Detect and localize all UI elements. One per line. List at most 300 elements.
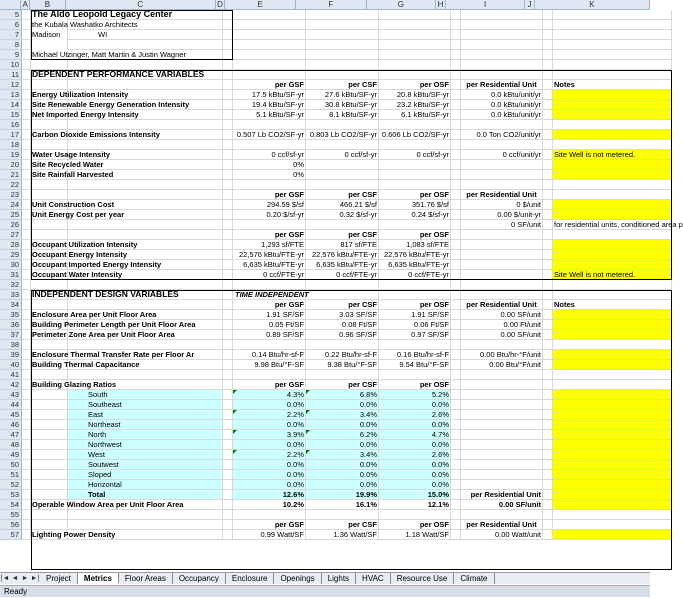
cell-i5[interactable] [461, 10, 543, 20]
cell-f30[interactable]: 6,635 kBtu/FTE-yr [306, 260, 379, 270]
cell-k34[interactable]: Notes [553, 300, 672, 310]
column-header-a[interactable]: A [21, 0, 30, 10]
cell-k46[interactable] [553, 420, 672, 430]
cell-i30[interactable] [461, 260, 543, 270]
cell-i49[interactable] [461, 450, 543, 460]
cell-b19[interactable]: Water Usage Intensity [32, 150, 111, 159]
cell-e31[interactable]: 0 ccf/FTE-yr [233, 270, 306, 280]
cell-j57[interactable] [543, 530, 553, 540]
row-header[interactable]: 21 [0, 170, 22, 180]
cell-e36[interactable]: 0.05 Ft/SF [233, 320, 306, 330]
cell-d49[interactable] [223, 450, 233, 460]
cell-j42[interactable] [543, 380, 553, 390]
cell-i28[interactable] [461, 240, 543, 250]
cell-h38[interactable] [451, 340, 461, 350]
column-header-k[interactable]: K [535, 0, 650, 10]
cell-f12[interactable]: per CSF [306, 80, 379, 90]
cell-e57[interactable]: 0.99 Watt/SF [233, 530, 306, 540]
cell-f19[interactable]: 0 ccf/sf-yr [306, 150, 379, 160]
cell-f41[interactable] [306, 370, 379, 380]
cell-k17[interactable] [553, 130, 672, 140]
row-header[interactable]: 33 [0, 290, 22, 300]
cell-c27[interactable] [68, 230, 223, 240]
cell-g38[interactable] [379, 340, 451, 350]
cell-d29[interactable] [223, 250, 233, 260]
cell-a32[interactable] [22, 280, 31, 290]
cell-e46[interactable]: 0.0% [233, 420, 306, 430]
cell-i11[interactable] [461, 70, 543, 80]
cell-k19[interactable]: Site Well is not metered. [553, 150, 672, 160]
cell-j29[interactable] [543, 250, 553, 260]
row-header[interactable]: 8 [0, 40, 22, 50]
cell-e47[interactable]: 3.9% [233, 430, 306, 440]
cell-d47[interactable] [223, 430, 233, 440]
sheet-tab-floor-areas[interactable]: Floor Areas [119, 573, 173, 584]
cell-b9[interactable]: Michael Utzinger, Matt Martin & Justin Wagner [32, 50, 186, 59]
cell-j15[interactable] [543, 110, 553, 120]
cell-i27[interactable] [461, 230, 543, 240]
cell-b37[interactable]: Perimeter Zone Area per Unit Floor Area [32, 330, 175, 339]
cell-h30[interactable] [451, 260, 461, 270]
cell-h20[interactable] [451, 160, 461, 170]
cell-a39[interactable] [22, 350, 31, 360]
cell-j53[interactable] [543, 490, 553, 500]
cell-k45[interactable] [553, 410, 672, 420]
cell-j48[interactable] [543, 440, 553, 450]
cell-c44[interactable]: Southeast [68, 400, 223, 410]
cell-d25[interactable] [223, 210, 233, 220]
cell-g31[interactable]: 0 ccf/FTE-yr [379, 270, 451, 280]
cell-a35[interactable] [22, 310, 31, 320]
column-header-f[interactable]: F [296, 0, 367, 10]
cell-i35[interactable]: 0.00 SF/unit [461, 310, 543, 320]
cell-g51[interactable]: 0.0% [379, 470, 451, 480]
cell-f57[interactable]: 1.36 Watt/SF [306, 530, 379, 540]
cell-e29[interactable]: 22,576 kBtu/FTE-yr [233, 250, 306, 260]
cell-g18[interactable] [379, 140, 451, 150]
cell-g29[interactable]: 22,576 kBtu/FTE-yr [379, 250, 451, 260]
cell-e13[interactable]: 17.5 kBtu/SF-yr [233, 90, 306, 100]
cell-f20[interactable] [306, 160, 379, 170]
cell-b13[interactable]: Energy Utilization Intensity [32, 90, 129, 99]
cell-f42[interactable]: per CSF [306, 380, 379, 390]
cell-k23[interactable] [553, 190, 672, 200]
sheet-tab-resource-use[interactable]: Resource Use [391, 573, 455, 584]
cell-d27[interactable] [223, 230, 233, 240]
cell-j19[interactable] [543, 150, 553, 160]
cell-a13[interactable] [22, 90, 31, 100]
cell-g15[interactable]: 6.1 kBtu/SF-yr [379, 110, 451, 120]
cell-b34[interactable] [31, 300, 68, 310]
cell-g32[interactable] [379, 280, 451, 290]
cell-g48[interactable]: 0.0% [379, 440, 451, 450]
cell-b40[interactable]: Building Thermal Capacitance [32, 360, 140, 369]
cell-h13[interactable] [451, 90, 461, 100]
cell-a6[interactable] [22, 20, 31, 30]
cell-i36[interactable]: 0.00 Ft/unit [461, 320, 543, 330]
cell-j18[interactable] [543, 140, 553, 150]
cell-b57[interactable]: Lighting Power Density [32, 530, 116, 539]
cell-b29[interactable]: Occupant Energy Intensity [32, 250, 128, 259]
cell-a50[interactable] [22, 460, 31, 470]
cell-e24[interactable]: 294.59 $/sf [233, 200, 306, 210]
row-header[interactable]: 41 [0, 370, 22, 380]
cell-g43[interactable]: 5.2% [379, 390, 451, 400]
cell-h55[interactable] [451, 510, 461, 520]
cell-b42[interactable]: Building Glazing Ratios [32, 380, 117, 389]
cell-f50[interactable]: 0.0% [306, 460, 379, 470]
cell-k28[interactable] [553, 240, 672, 250]
cell-e35[interactable]: 1.91 SF/SF [233, 310, 306, 320]
cell-h12[interactable] [451, 80, 461, 90]
cell-f6[interactable] [306, 20, 379, 30]
cell-j35[interactable] [543, 310, 553, 320]
sheet-tab-occupancy[interactable]: Occupancy [173, 573, 226, 584]
cell-h8[interactable] [451, 40, 461, 50]
row-header[interactable]: 43 [0, 390, 22, 400]
cell-a40[interactable] [22, 360, 31, 370]
cell-h25[interactable] [451, 210, 461, 220]
cell-a18[interactable] [22, 140, 31, 150]
cell-c50[interactable]: Soutwest [68, 460, 223, 470]
cell-e23[interactable]: per GSF [233, 190, 306, 200]
cell-e5[interactable] [233, 10, 306, 20]
cell-b17[interactable]: Carbon Dioxide Emissions Intensity [32, 130, 160, 139]
cell-e25[interactable]: 0.20 $/sf-yr [233, 210, 306, 220]
row-header[interactable]: 40 [0, 360, 22, 370]
cell-g41[interactable] [379, 370, 451, 380]
cell-b6[interactable]: the Kubala Washatko Architects [32, 20, 138, 29]
cell-e12[interactable]: per GSF [233, 80, 306, 90]
cell-j11[interactable] [543, 70, 553, 80]
cell-a28[interactable] [22, 240, 31, 250]
cell-b27[interactable] [31, 230, 68, 240]
cell-g17[interactable]: 0.606 Lb CO2/SF-yr [379, 130, 451, 140]
cell-b23[interactable] [31, 190, 68, 200]
cell-a11[interactable] [22, 70, 31, 80]
cell-b51[interactable] [31, 470, 68, 480]
cell-d22[interactable] [223, 180, 233, 190]
cell-e50[interactable]: 0.0% [233, 460, 306, 470]
cell-b46[interactable] [31, 420, 68, 430]
cell-b35[interactable]: Enclosure Area per Unit Floor Area [32, 310, 157, 319]
cell-e49[interactable]: 2.2% [233, 450, 306, 460]
cell-g24[interactable]: 351.76 $/sf [379, 200, 451, 210]
cell-b21[interactable]: Site Rainfall Harvested [32, 170, 114, 179]
row-header[interactable]: 39 [0, 350, 22, 360]
cell-g57[interactable]: 1.18 Watt/SF [379, 530, 451, 540]
cell-i18[interactable] [461, 140, 543, 150]
cell-d19[interactable] [223, 150, 233, 160]
cell-i26[interactable]: 0 SF/unit [461, 220, 543, 230]
cell-d55[interactable] [223, 510, 233, 520]
cell-i40[interactable]: 0.00 Btu/°F/unit [461, 360, 543, 370]
cell-d43[interactable] [223, 390, 233, 400]
cell-f43[interactable]: 6.8% [306, 390, 379, 400]
cell-i55[interactable] [461, 510, 543, 520]
cell-j13[interactable] [543, 90, 553, 100]
cell-h47[interactable] [451, 430, 461, 440]
row-header[interactable]: 55 [0, 510, 22, 520]
cell-f35[interactable]: 3.03 SF/SF [306, 310, 379, 320]
row-header[interactable]: 13 [0, 90, 22, 100]
cell-a46[interactable] [22, 420, 31, 430]
cell-e38[interactable] [233, 340, 306, 350]
cell-f26[interactable] [306, 220, 379, 230]
cell-j34[interactable] [543, 300, 553, 310]
row-header[interactable]: 20 [0, 160, 22, 170]
cell-e55[interactable] [233, 510, 306, 520]
cell-h57[interactable] [451, 530, 461, 540]
cell-i50[interactable] [461, 460, 543, 470]
cell-d15[interactable] [223, 110, 233, 120]
last-sheet-button[interactable]: ►| [30, 575, 40, 582]
cell-k54[interactable] [553, 500, 672, 510]
cell-e56[interactable]: per GSF [233, 520, 306, 530]
cell-j54[interactable] [543, 500, 553, 510]
cell-a51[interactable] [22, 470, 31, 480]
cell-g49[interactable]: 2.6% [379, 450, 451, 460]
cell-e43[interactable]: 4.3% [233, 390, 306, 400]
cell-e54[interactable]: 10.2% [233, 500, 306, 510]
cell-d14[interactable] [223, 100, 233, 110]
cell-c43[interactable]: South [68, 390, 223, 400]
cell-h28[interactable] [451, 240, 461, 250]
cell-e48[interactable]: 0.0% [233, 440, 306, 450]
cell-f31[interactable]: 0 ccf/FTE-yr [306, 270, 379, 280]
cell-i45[interactable] [461, 410, 543, 420]
cell-f10[interactable] [306, 60, 379, 70]
cell-k51[interactable] [553, 470, 672, 480]
cell-f5[interactable] [306, 10, 379, 20]
cell-e40[interactable]: 9.98 Btu/°F-SF [233, 360, 306, 370]
row-header[interactable]: 17 [0, 130, 22, 140]
cell-b49[interactable] [31, 450, 68, 460]
cell-a26[interactable] [22, 220, 31, 230]
cell-a29[interactable] [22, 250, 31, 260]
cell-f21[interactable] [306, 170, 379, 180]
cell-c41[interactable] [68, 370, 223, 380]
cell-f45[interactable]: 3.4% [306, 410, 379, 420]
cell-f23[interactable]: per CSF [306, 190, 379, 200]
cell-h49[interactable] [451, 450, 461, 460]
column-header-j[interactable]: J [525, 0, 535, 10]
cell-b43[interactable] [31, 390, 68, 400]
cell-e11[interactable] [233, 70, 306, 80]
cell-f18[interactable] [306, 140, 379, 150]
cell-e32[interactable] [233, 280, 306, 290]
cell-g47[interactable]: 4.7% [379, 430, 451, 440]
cell-f47[interactable]: 6.2% [306, 430, 379, 440]
cell-i57[interactable]: 0.00 Watt/unit [461, 530, 543, 540]
cell-b36[interactable]: Building Perimeter Length per Unit Floor Area [32, 320, 196, 329]
cell-j14[interactable] [543, 100, 553, 110]
cell-a42[interactable] [22, 380, 31, 390]
row-header[interactable]: 28 [0, 240, 22, 250]
cell-d50[interactable] [223, 460, 233, 470]
cell-i48[interactable] [461, 440, 543, 450]
cell-f27[interactable]: per CSF [306, 230, 379, 240]
cell-a54[interactable] [22, 500, 31, 510]
cell-g28[interactable]: 1,083 sf/FTE [379, 240, 451, 250]
cell-k6[interactable] [553, 20, 672, 30]
cell-i22[interactable] [461, 180, 543, 190]
cell-d21[interactable] [223, 170, 233, 180]
cell-j24[interactable] [543, 200, 553, 210]
cell-b18[interactable] [31, 140, 68, 150]
cell-b41[interactable] [31, 370, 68, 380]
row-header[interactable]: 51 [0, 470, 22, 480]
cell-e9[interactable] [233, 50, 306, 60]
cell-h43[interactable] [451, 390, 461, 400]
cell-c26[interactable] [68, 220, 223, 230]
cell-k25[interactable] [553, 210, 672, 220]
cell-f15[interactable]: 8.1 kBtu/SF-yr [306, 110, 379, 120]
cell-a20[interactable] [22, 160, 31, 170]
cell-i23[interactable]: per Residential Unit [461, 190, 543, 200]
cell-f40[interactable]: 9.38 Btu/°F-SF [306, 360, 379, 370]
cell-e52[interactable]: 0.0% [233, 480, 306, 490]
cell-c16[interactable] [68, 120, 223, 130]
cell-c49[interactable]: West [68, 450, 223, 460]
cell-h48[interactable] [451, 440, 461, 450]
cell-g34[interactable]: per OSF [379, 300, 451, 310]
cell-a57[interactable] [22, 530, 31, 540]
cell-f14[interactable]: 30.8 kBtu/SF-yr [306, 100, 379, 110]
cell-g20[interactable] [379, 160, 451, 170]
cell-e34[interactable]: per GSF [233, 300, 306, 310]
cell-j55[interactable] [543, 510, 553, 520]
cell-h27[interactable] [451, 230, 461, 240]
cell-f8[interactable] [306, 40, 379, 50]
cell-d42[interactable] [223, 380, 233, 390]
cell-a22[interactable] [22, 180, 31, 190]
sheet-tab-climate[interactable]: Climate [454, 573, 494, 584]
cell-f7[interactable] [306, 30, 379, 40]
cell-i21[interactable] [461, 170, 543, 180]
cell-f48[interactable]: 0.0% [306, 440, 379, 450]
cell-g42[interactable]: per OSF [379, 380, 451, 390]
cell-g54[interactable]: 12.1% [379, 500, 451, 510]
cell-j9[interactable] [543, 50, 553, 60]
cell-c46[interactable]: Northeast [68, 420, 223, 430]
row-header[interactable]: 9 [0, 50, 22, 60]
cell-h56[interactable] [451, 520, 461, 530]
cell-i43[interactable] [461, 390, 543, 400]
row-header[interactable]: 15 [0, 110, 22, 120]
cell-g37[interactable]: 0.97 SF/SF [379, 330, 451, 340]
cell-k39[interactable] [553, 350, 672, 360]
cell-g44[interactable]: 0.0% [379, 400, 451, 410]
cell-k35[interactable] [553, 310, 672, 320]
sheet-tab-openings[interactable]: Openings [274, 573, 321, 584]
cell-a55[interactable] [22, 510, 31, 520]
cell-g7[interactable] [379, 30, 451, 40]
row-header[interactable]: 42 [0, 380, 22, 390]
cell-f34[interactable]: per CSF [306, 300, 379, 310]
cell-d57[interactable] [223, 530, 233, 540]
row-header[interactable]: 14 [0, 100, 22, 110]
cell-k21[interactable] [553, 170, 672, 180]
cell-e6[interactable] [233, 20, 306, 30]
cell-d37[interactable] [223, 330, 233, 340]
cell-f36[interactable]: 0.08 Ft/SF [306, 320, 379, 330]
cell-h33[interactable] [451, 290, 461, 300]
cell-b14[interactable]: Site Renewable Energy Generation Intensity [32, 100, 190, 109]
row-header[interactable]: 11 [0, 70, 22, 80]
cell-b8[interactable] [31, 40, 68, 50]
cell-e21[interactable]: 0% [233, 170, 306, 180]
cell-d24[interactable] [223, 200, 233, 210]
cell-e27[interactable]: per GSF [233, 230, 306, 240]
cell-h52[interactable] [451, 480, 461, 490]
cell-f17[interactable]: 0.803 Lb CO2/SF-yr [306, 130, 379, 140]
row-header[interactable]: 31 [0, 270, 22, 280]
cell-i12[interactable]: per Residential Unit [461, 80, 543, 90]
cell-f32[interactable] [306, 280, 379, 290]
cell-h40[interactable] [451, 360, 461, 370]
cell-a25[interactable] [22, 210, 31, 220]
cell-a49[interactable] [22, 450, 31, 460]
cell-h7[interactable] [451, 30, 461, 40]
cell-e8[interactable] [233, 40, 306, 50]
cell-i9[interactable] [461, 50, 543, 60]
row-header[interactable]: 12 [0, 80, 22, 90]
cell-f51[interactable]: 0.0% [306, 470, 379, 480]
cell-d28[interactable] [223, 240, 233, 250]
cell-b33[interactable]: INDEPENDENT DESIGN VARIABLES [32, 289, 179, 299]
cell-b45[interactable] [31, 410, 68, 420]
row-header[interactable]: 19 [0, 150, 22, 160]
row-header[interactable]: 30 [0, 260, 22, 270]
cell-j37[interactable] [543, 330, 553, 340]
cell-b52[interactable] [31, 480, 68, 490]
cell-i37[interactable]: 0.00 SF/unit [461, 330, 543, 340]
cell-g33[interactable] [379, 290, 451, 300]
cell-h22[interactable] [451, 180, 461, 190]
cell-b53[interactable] [31, 490, 68, 500]
row-header[interactable]: 26 [0, 220, 22, 230]
cell-c22[interactable] [68, 180, 223, 190]
cell-g35[interactable]: 1.91 SF/SF [379, 310, 451, 320]
sheet-tab-lights[interactable]: Lights [322, 573, 356, 584]
cell-a52[interactable] [22, 480, 31, 490]
cell-k12[interactable]: Notes [553, 80, 672, 90]
cell-k52[interactable] [553, 480, 672, 490]
cell-f24[interactable]: 466.21 $/sf [306, 200, 379, 210]
column-header-d[interactable]: D [216, 0, 226, 10]
cell-g26[interactable] [379, 220, 451, 230]
cell-i14[interactable]: 0.0 kBtu/unit/yr [461, 100, 543, 110]
cell-i6[interactable] [461, 20, 543, 30]
cell-a47[interactable] [22, 430, 31, 440]
cell-e19[interactable]: 0 ccf/sf-yr [233, 150, 306, 160]
cell-i39[interactable]: 0.00 Btu/hr-°F/unit [461, 350, 543, 360]
cell-k43[interactable] [553, 390, 672, 400]
cell-e22[interactable] [233, 180, 306, 190]
cell-h10[interactable] [451, 60, 461, 70]
cell-d48[interactable] [223, 440, 233, 450]
cell-b28[interactable]: Occupant Utilization Intensity [32, 240, 138, 249]
cell-e10[interactable] [233, 60, 306, 70]
cell-k33[interactable] [553, 290, 672, 300]
cell-i13[interactable]: 0.0 kBtu/unit/yr [461, 90, 543, 100]
cell-d16[interactable] [223, 120, 233, 130]
cell-h45[interactable] [451, 410, 461, 420]
cell-d36[interactable] [223, 320, 233, 330]
cell-h21[interactable] [451, 170, 461, 180]
cell-b25[interactable]: Unit Energy Cost per year [32, 210, 125, 219]
